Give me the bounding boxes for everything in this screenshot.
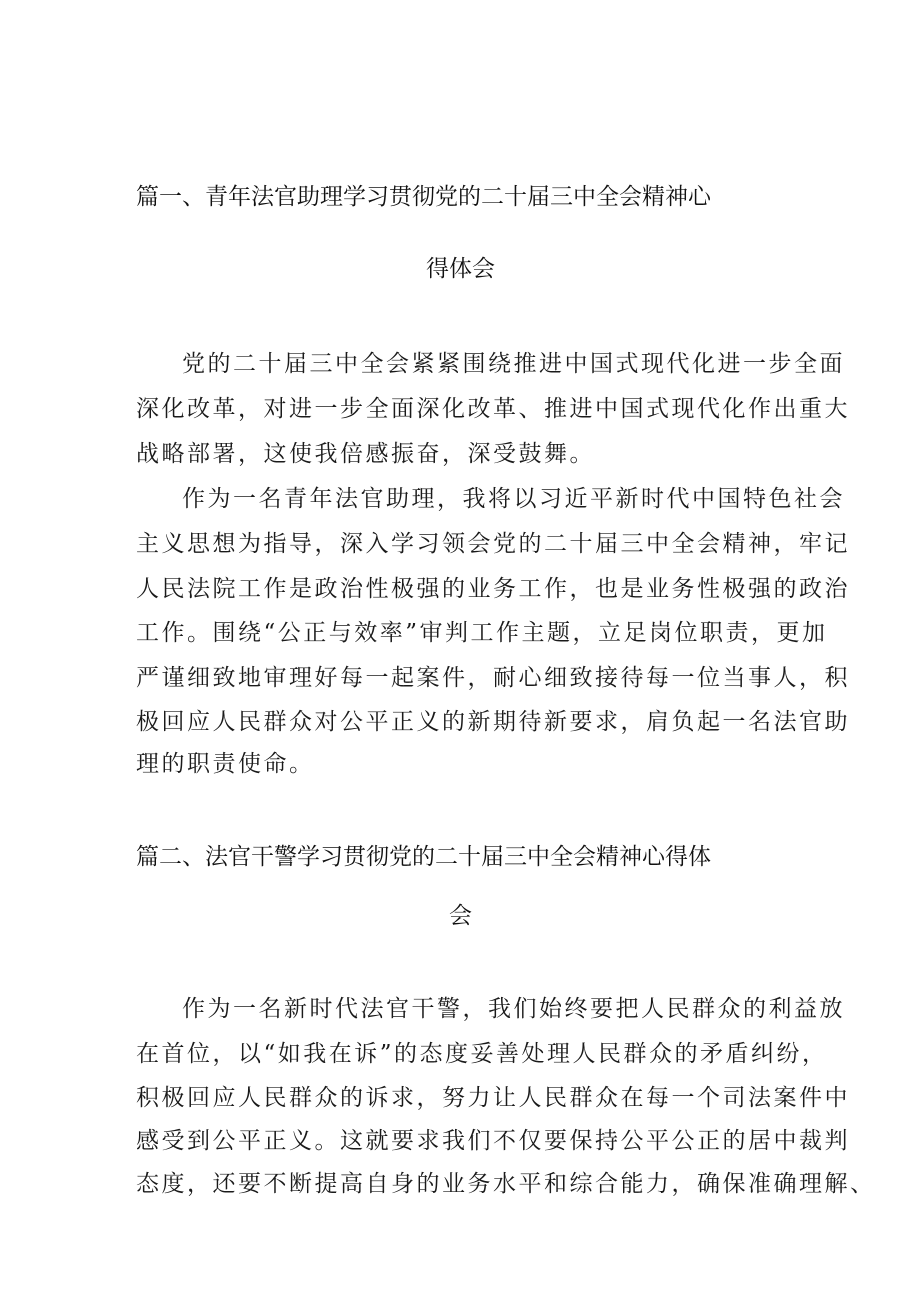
section2-p1-line5: 态度，还要不断提高自身的业务水平和综合能力，确保准确理解、: [136, 1171, 876, 1197]
section1-title-line1: 篇一、青年法官助理学习贯彻党的二十届三中全会精神心: [136, 184, 711, 210]
section1-p2-line2: 主义思想为指导，深入学习领会党的二十届三中全会精神，牢记: [136, 531, 850, 557]
section1-p1-line2: 深化改革，对进一步全面深化改革、推进中国式现代化作出重大: [136, 396, 850, 422]
section1-title-line2: 得体会: [426, 256, 495, 282]
section2-p1-line2: 在首位，以“如我在诉”的态度妥善处理人民群众的矛盾纠纷，: [136, 1041, 828, 1067]
section1-p1-line1: 党的二十届三中全会紧紧围绕推进中国式现代化进一步全面: [182, 351, 845, 377]
section1-p2-line7: 理的职责使命。: [136, 751, 315, 777]
section1-p2-line1: 作为一名青年法官助理，我将以习近平新时代中国特色社会: [182, 486, 845, 512]
section2-title-line1: 篇二、法官干警学习贯彻党的二十届三中全会精神心得体: [136, 844, 711, 870]
section1-p2-line3: 人民法院工作是政治性极强的业务工作，也是业务性极强的政治: [136, 576, 850, 602]
section2-p1-line1: 作为一名新时代法官干警，我们始终要把人民群众的利益放: [182, 996, 845, 1022]
section1-p2-line5: 严谨细致地审理好每一起案件，耐心细致接待每一位当事人，积: [136, 665, 850, 691]
section2-title-line2: 会: [449, 903, 472, 929]
section1-p2-line6: 极回应人民群众对公平正义的新期待新要求，肩负起一名法官助: [136, 709, 850, 735]
section1-p1-line3: 战略部署，这使我倍感振奋，深受鼓舞。: [136, 441, 595, 467]
section1-p2-line4: 工作。围绕“公正与效率”审判工作主题，立足岗位职责，更加: [136, 620, 828, 646]
section2-p1-line3: 积极回应人民群众的诉求，努力让人民群众在每一个司法案件中: [136, 1085, 850, 1111]
section2-p1-line4: 感受到公平正义。这就要求我们不仅要保持公平公正的居中裁判: [136, 1128, 850, 1154]
